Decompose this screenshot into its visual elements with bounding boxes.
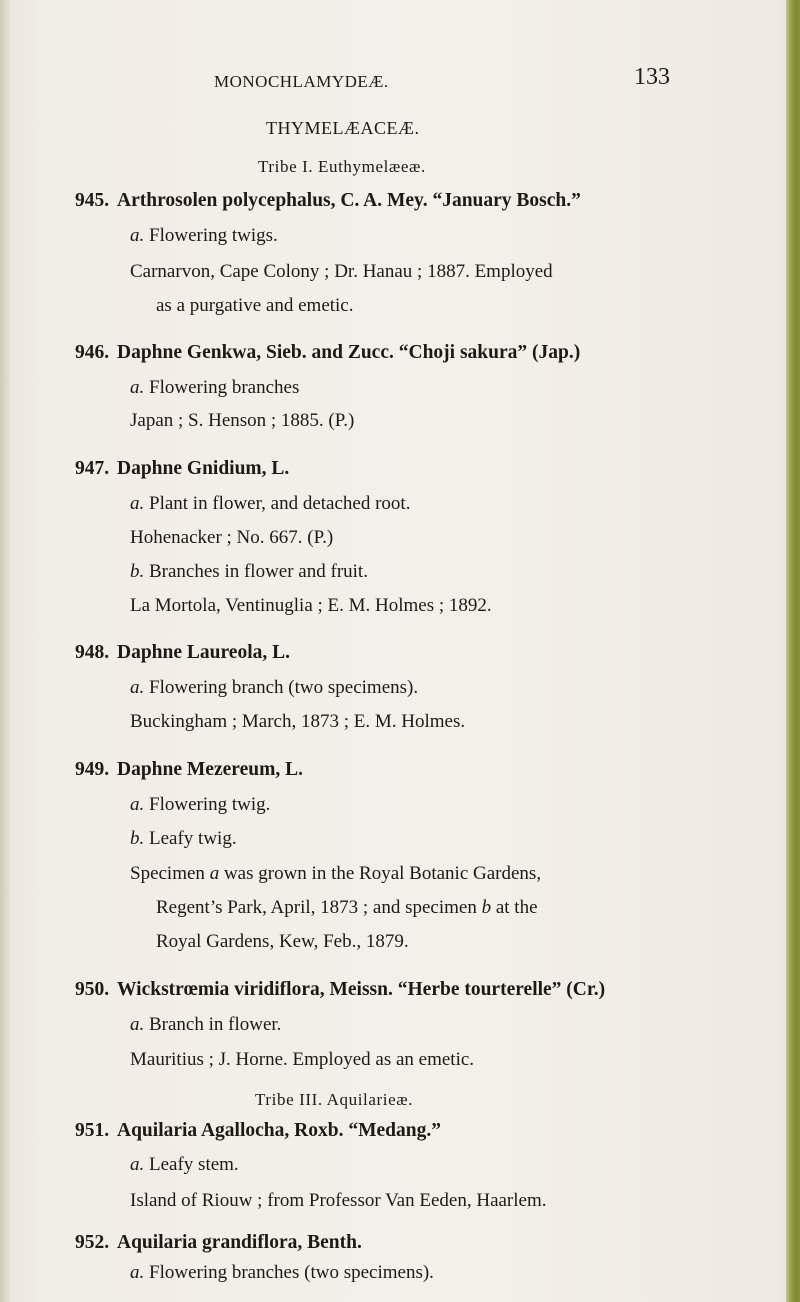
- detail-text: Specimen: [130, 863, 205, 884]
- specimen-desc: Flowering twigs.: [149, 225, 278, 246]
- entry-number: 945.: [75, 190, 110, 211]
- specimen-letter: a.: [130, 1154, 145, 1175]
- detail-line: Hohenacker ; No. 667. (P.): [130, 527, 334, 548]
- specimen-desc: Flowering twig.: [149, 794, 271, 815]
- detail-line: Carnarvon, Cape Colony ; Dr. Hanau ; 1887. Employed: [130, 261, 553, 282]
- entry-number: 952.: [75, 1232, 110, 1253]
- specimen-letter: a.: [130, 377, 145, 398]
- specimen-line: [130, 1262, 434, 1284]
- entry-heading: [75, 190, 581, 212]
- detail-line: Island of Riouw ; from Professor Van Eeden, Haarlem.: [130, 1190, 547, 1211]
- entry-name: Arthrosolen polycephalus, C. A. Mey. “January Bosch.”: [117, 190, 581, 211]
- entry-number: 947.: [75, 458, 110, 479]
- specimen-letter: a.: [130, 225, 145, 246]
- detail-text: at the: [495, 897, 538, 918]
- entry-heading: [75, 1120, 441, 1142]
- specimen-desc: Flowering branches (two specimens).: [149, 1262, 434, 1283]
- specimen-desc: Flowering branches: [149, 377, 300, 398]
- detail-line: Royal Gardens, Kew, Feb., 1879.: [156, 931, 409, 952]
- specimen-letter: a.: [130, 1014, 145, 1035]
- entry-name: Daphne Mezereum, L.: [117, 759, 303, 780]
- page-gutter: [0, 0, 10, 1302]
- entry-number: 951.: [75, 1120, 110, 1141]
- running-head: MONOCHLAMYDEÆ.: [214, 72, 389, 91]
- entry-number: 948.: [75, 642, 110, 663]
- specimen-ref: b: [481, 897, 492, 918]
- specimen-desc: Leafy twig.: [149, 828, 237, 849]
- page-edge: [786, 0, 800, 1302]
- specimen-line: [130, 561, 368, 583]
- entry-name: Daphne Gnidium, L.: [117, 458, 290, 479]
- entry-name: Aquilaria grandiflora, Benth.: [117, 1232, 362, 1253]
- entry-name: Daphne Genkwa, Sieb. and Zucc. “Choji sakura” (Jap.): [117, 342, 581, 363]
- entry-heading: [75, 759, 303, 781]
- specimen-desc: Flowering branch (two specimens).: [149, 677, 419, 698]
- specimen-line: [130, 794, 270, 816]
- entry-number: 949.: [75, 759, 110, 780]
- entry-heading: [75, 458, 289, 480]
- detail-line: Japan ; S. Henson ; 1885. (P.): [130, 410, 355, 431]
- detail-line: [130, 863, 541, 885]
- detail-text: was grown in the Royal Botanic Gardens,: [223, 863, 542, 884]
- entry-name: Daphne Laureola, L.: [117, 642, 291, 663]
- entry-name: Wickstrœmia viridiflora, Meissn. “Herbe tourterelle” (Cr.): [117, 979, 606, 1000]
- specimen-desc: Branch in flower.: [149, 1014, 282, 1035]
- detail-line: Buckingham ; March, 1873 ; E. M. Holmes.: [130, 711, 466, 732]
- specimen-line: [130, 1154, 239, 1176]
- entry-number: 950.: [75, 979, 110, 1000]
- family-heading: THYMELÆACEÆ.: [266, 118, 420, 138]
- tribe-heading: Tribe III. Aquilarieæ.: [255, 1090, 413, 1109]
- specimen-line: [130, 828, 237, 850]
- specimen-desc: Plant in flower, and detached root.: [149, 493, 411, 514]
- specimen-letter: a.: [130, 1262, 145, 1283]
- specimen-line: [130, 493, 410, 515]
- specimen-letter: b.: [130, 561, 145, 582]
- entry-name: Aquilaria Agallocha, Roxb. “Medang.”: [117, 1120, 441, 1141]
- entry-heading: [75, 979, 605, 1001]
- specimen-line: [130, 1014, 281, 1036]
- entry-heading: [75, 342, 580, 364]
- detail-line: as a purgative and emetic.: [156, 295, 354, 316]
- specimen-line: [130, 377, 299, 399]
- tribe-heading: Tribe I. Euthymelæeæ.: [258, 157, 426, 176]
- page-number: 133: [634, 64, 670, 90]
- specimen-letter: a.: [130, 794, 145, 815]
- specimen-ref: a: [209, 863, 220, 884]
- detail-line: La Mortola, Ventinuglia ; E. M. Holmes ; 1892.: [130, 595, 492, 616]
- specimen-desc: Leafy stem.: [149, 1154, 239, 1175]
- specimen-line: [130, 677, 418, 699]
- detail-line: [156, 897, 538, 919]
- specimen-line: [130, 225, 278, 247]
- specimen-letter: a.: [130, 493, 145, 514]
- detail-text: Regent’s Park, April, 1873 ; and specimen: [156, 897, 477, 918]
- entry-heading: [75, 642, 290, 664]
- specimen-letter: a.: [130, 677, 145, 698]
- specimen-desc: Branches in flower and fruit.: [149, 561, 368, 582]
- entry-heading: [75, 1232, 362, 1254]
- specimen-letter: b.: [130, 828, 145, 849]
- detail-line: Mauritius ; J. Horne. Employed as an emetic.: [130, 1049, 475, 1070]
- entry-number: 946.: [75, 342, 110, 363]
